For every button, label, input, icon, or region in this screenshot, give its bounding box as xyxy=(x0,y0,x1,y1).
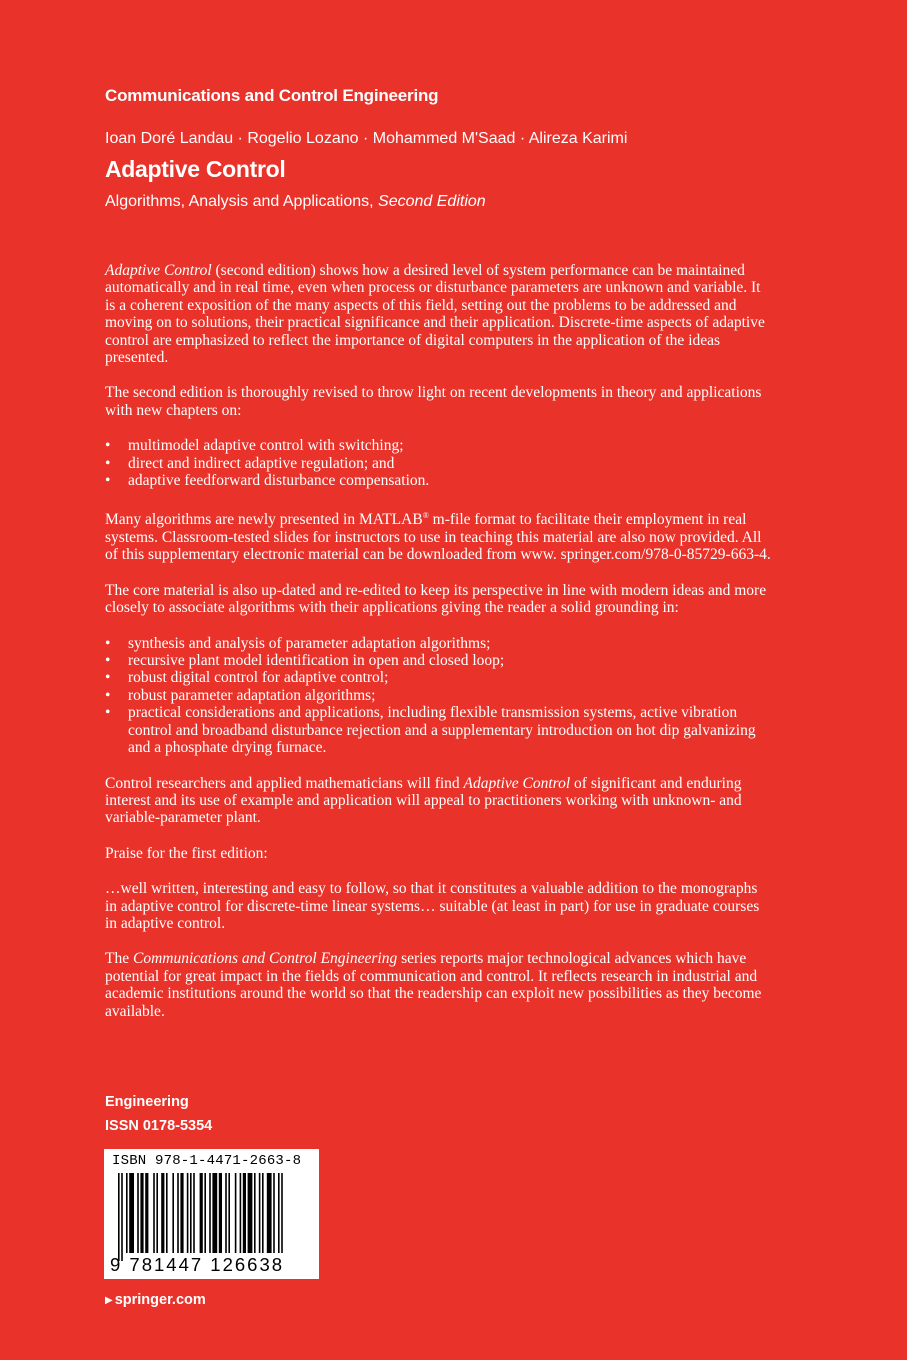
blurb-text: m-file format to facilitate their employment in real systems. Classroom-tested slides for instructors to use in teaching this material are also now provided. All of this supplementary electronic material can be downloaded from www. springer.com/978-0-85729-663-4. xyxy=(105,511,771,564)
list-item: • robust digital control for adaptive control; xyxy=(105,669,773,686)
blurb-text: (second edition) shows how a desired level of system performance can be maintained automatically and in real time, even when process or disturbance parameters are unknown and variable. It is a coherent exposition of the many aspects of this field, setting out the problems to be addressed and moving on to solutions, their practical significance and their application. Discrete-time aspects of adaptive control are emphasized to reflect the importance of digital computers in the application of the ideas presented. xyxy=(105,262,765,367)
list-item: • recursive plant model identification in open and closed loop; xyxy=(105,652,773,669)
book-subtitle xyxy=(105,193,486,211)
blurb-title-ref: Adaptive Control xyxy=(105,262,212,279)
list-item: • multimodel adaptive control with switching; xyxy=(105,437,773,454)
barcode-digits: 9 781447 126638 xyxy=(110,1254,285,1275)
blurb-paragraph-4: The core material is also up-dated and re-edited to keep its perspective in line with modern ideas and more closely to associate algorithms with their applications giving the reader a solid grounding in: xyxy=(105,581,767,617)
blurb-paragraph-3 xyxy=(105,507,773,563)
new-chapters-list xyxy=(105,437,773,489)
barcode xyxy=(104,1149,319,1279)
subtitle-edition: Second Edition xyxy=(378,193,486,210)
barcode-bars xyxy=(118,1173,308,1261)
series-ref: Communications and Control Engineering xyxy=(132,950,398,968)
list-item: • synthesis and analysis of parameter adaptation algorithms; xyxy=(105,635,773,652)
core-material-list xyxy=(105,635,773,757)
list-item: • practical considerations and applications, including flexible transmission systems, active vibration control and broadband disturbance rejection and a supplementary introduction on hot dip galvanizing and a phosphate drying furnace. xyxy=(105,704,773,756)
authors: Ioan Doré Landau · Rogelio Lozano · Mohammed M'Saad · Alireza Karimi xyxy=(105,130,628,147)
subtitle-main: Algorithms, Analysis and Applications, xyxy=(105,193,374,210)
list-item: • robust parameter adaptation algorithms; xyxy=(105,687,773,704)
series-title: Communications and Control Engineering xyxy=(105,86,439,105)
blurb-title-ref: Adaptive Control xyxy=(463,774,571,792)
blurb-paragraph-1 xyxy=(105,262,773,366)
blurb-paragraph-5 xyxy=(105,775,773,827)
isbn-label: ISBN 978-1-4471-2663-8 xyxy=(112,1153,302,1169)
blurb-paragraph-series xyxy=(105,950,773,1020)
blurb-paragraph-2: The second edition is thoroughly revised to throw light on recent developments in theory and applications with new chapters on: xyxy=(105,384,762,419)
book-title: Adaptive Control xyxy=(105,156,286,182)
triangle-right-icon: ▶ xyxy=(105,1295,113,1306)
praise-heading: Praise for the first edition: xyxy=(105,844,268,862)
blurb-text: of significant and enduring interest and its use of example and application will appeal to practitioners working with unknown- and variable-parameter plant. xyxy=(105,774,742,827)
registered-mark: ® xyxy=(422,511,429,521)
blurb xyxy=(105,262,773,1038)
website-link[interactable] xyxy=(105,1292,206,1308)
website-label: springer.com xyxy=(114,1292,206,1308)
blurb-text: series reports major technological advances which have potential for great impact in the fields of communication and control. It reflects research in industrial and academic institutions around the world so that the readership can exploit new possibilities as they become available. xyxy=(105,950,762,1020)
blurb-text: Many algorithms are newly presented in MATLAB xyxy=(105,511,423,529)
list-item: • direct and indirect adaptive regulation; and xyxy=(105,455,773,472)
subject-category: Engineering xyxy=(105,1094,189,1110)
blurb-text: Control researchers and applied mathematicians will find xyxy=(105,774,464,792)
praise-quote: …well written, interesting and easy to follow, so that it constitutes a valuable addition to the monographs in adaptive control for discrete-time linear systems… suitable (at least in part) for use in graduate courses in adaptive control. xyxy=(105,880,760,932)
blurb-text: The xyxy=(105,950,133,968)
list-item: • adaptive feedforward disturbance compensation. xyxy=(105,472,773,489)
issn: ISSN 0178-5354 xyxy=(105,1118,213,1134)
